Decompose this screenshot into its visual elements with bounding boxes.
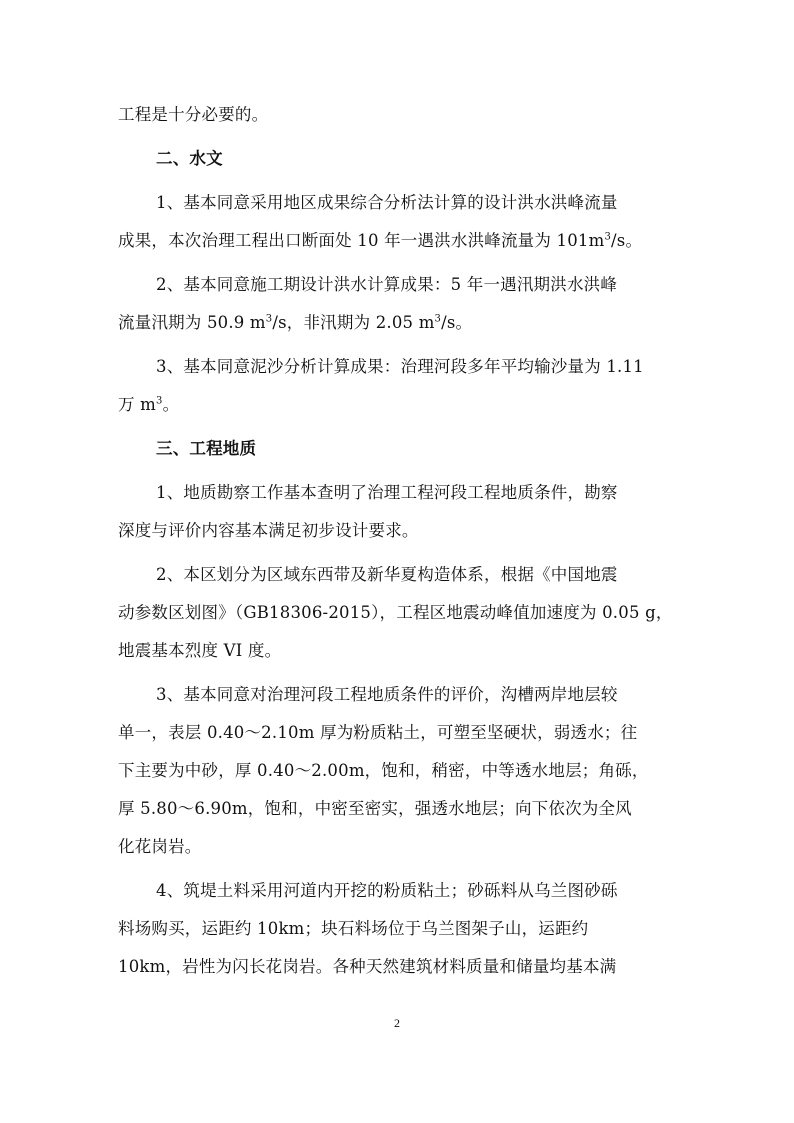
text-line: 1、地质勘察工作基本查明了治理工程河段工程地质条件，勘察: [156, 483, 618, 502]
text-line: 3、基本同意泥沙分析计算成果：治理河段多年平均输沙量为 1.11: [156, 357, 644, 376]
text-line: 工程是十分必要的。: [118, 105, 269, 124]
document-body: [118, 0, 676, 986]
text-line: 10km，岩性为闪长花岗岩。各种天然建筑材料质量和储量均基本满: [118, 957, 617, 976]
section-heading-hydrology: 二、水文: [156, 149, 223, 168]
section-heading-geology: 三、工程地质: [156, 439, 257, 458]
text-line: 化花岗岩。: [118, 837, 202, 856]
text-line: 动参数区划图》（GB18306-2015），工程区地震动峰值加速度为 0.05 g，: [118, 603, 673, 622]
text-line: 地震基本烈度 VI 度。: [118, 641, 282, 660]
page-number: 2: [394, 1016, 400, 1030]
text-line: 单一，表层 0.40～2.10m 厚为粉质粘土，可塑至坚硬状，弱透水；往: [118, 723, 638, 742]
text-line: 下主要为中砂，厚 0.40～2.00m，饱和，稍密，中等透水地层；角砾，: [118, 761, 649, 780]
text-line: 厚 5.80～6.90m，饱和，中密至密实，强透水地层；向下依次为全风: [118, 799, 632, 818]
text-line: 1、基本同意采用地区成果综合分析法计算的设计洪水洪峰流量: [156, 193, 618, 212]
text-line: 万 $m^3$。: [118, 395, 180, 414]
text-line: 2、基本同意施工期设计洪水计算成果：5 年一遇汛期洪水洪峰: [156, 275, 618, 294]
text-line: 流量汛期为 50.9 $m^3/s$，非汛期为 2.05 $m^3/s$。: [118, 313, 473, 332]
text-line: 2、本区划分为区域东西带及新华夏构造体系，根据《中国地震: [156, 565, 618, 584]
text-line: 成果，本次治理工程出口断面处 10 年一遇洪水洪峰流量为 $101m^3/s$。: [118, 231, 643, 250]
text-line: 4、筑堤土料采用河道内开挖的粉质粘土；砂砾料从乌兰图砂砾: [156, 881, 618, 900]
text-line: 料场购买，运距约 10km；块石料场位于乌兰图架子山，运距约: [118, 919, 589, 938]
text-line: 深度与评价内容基本满足初步设计要求。: [118, 521, 419, 540]
text-line: 3、基本同意对治理河段工程地质条件的评价，沟槽两岸地层较: [156, 685, 618, 704]
